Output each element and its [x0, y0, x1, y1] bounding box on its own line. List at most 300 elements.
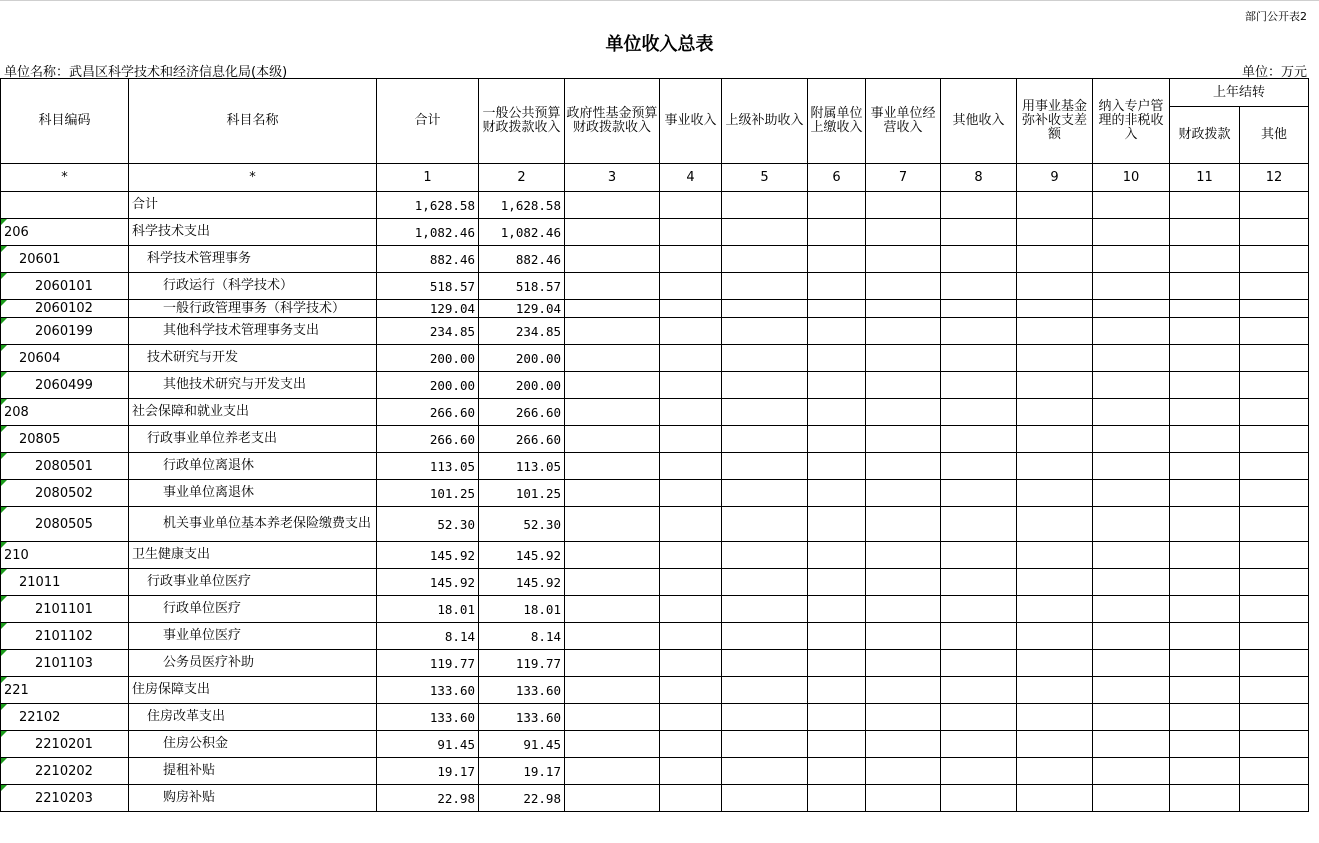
general-budget-cell: [479, 372, 565, 399]
cell-note-marker: [1, 345, 7, 351]
index-cell: *: [1, 164, 129, 192]
general-budget-cell: [479, 453, 565, 480]
col-header-general-budget: 一般公共预算财政拨款收入: [479, 79, 565, 164]
empty-cell: [866, 704, 941, 731]
empty-cell: [1017, 426, 1093, 453]
empty-cell: [722, 318, 808, 345]
empty-cell: [1170, 480, 1240, 507]
empty-cell: [808, 704, 866, 731]
col-header-fund-offset: 用事业基金弥补收支差额: [1017, 79, 1093, 164]
total-cell: [377, 623, 479, 650]
table-row: [1, 677, 1309, 704]
empty-cell: [941, 785, 1017, 812]
empty-cell: [1093, 426, 1170, 453]
name-cell: [129, 273, 377, 300]
general-budget-cell: [479, 650, 565, 677]
empty-cell: [565, 758, 660, 785]
total-cell-text: 101.25: [429, 485, 475, 501]
cell-note-marker: [1, 731, 7, 737]
col-header-carryover-other: 其他: [1240, 107, 1309, 164]
total-cell-text: 91.45: [437, 736, 475, 752]
general-budget-cell-text: 200.00: [515, 377, 561, 393]
total-cell: [377, 507, 479, 542]
empty-cell: [565, 246, 660, 273]
index-cell: 8: [941, 164, 1017, 192]
empty-cell: [1093, 758, 1170, 785]
empty-cell: [660, 192, 722, 219]
code-cell-text: 2080502: [35, 485, 93, 501]
empty-cell: [565, 596, 660, 623]
index-cell: 2: [479, 164, 565, 192]
empty-cell: [1017, 453, 1093, 480]
code-cell-text: 2060102: [35, 301, 93, 316]
general-budget-cell-text: 19.17: [523, 763, 561, 779]
empty-cell: [866, 453, 941, 480]
empty-cell: [1093, 650, 1170, 677]
name-cell-text: 合计: [132, 197, 159, 212]
name-cell-text: 科学技术管理事务: [147, 251, 252, 266]
empty-cell: [808, 650, 866, 677]
general-budget-cell: [479, 507, 565, 542]
total-cell: [377, 273, 479, 300]
general-budget-cell-text: 91.45: [523, 736, 561, 752]
empty-cell: [1017, 192, 1093, 219]
empty-cell: [1170, 785, 1240, 812]
name-cell-text: 住房保障支出: [132, 682, 211, 697]
name-cell-text: 卫生健康支出: [132, 547, 211, 562]
table-row: [1, 480, 1309, 507]
table-row: [1, 650, 1309, 677]
empty-cell: [866, 192, 941, 219]
empty-cell: [660, 758, 722, 785]
empty-cell: [808, 372, 866, 399]
empty-cell: [808, 246, 866, 273]
code-cell-text: 221: [4, 682, 29, 698]
empty-cell: [1170, 542, 1240, 569]
index-cell: *: [129, 164, 377, 192]
empty-cell: [1240, 372, 1309, 399]
code-cell: [1, 758, 129, 785]
general-budget-cell: [479, 426, 565, 453]
total-cell: [377, 192, 479, 219]
empty-cell: [1170, 623, 1240, 650]
total-cell: [377, 677, 479, 704]
code-cell: [1, 219, 129, 246]
general-budget-cell: [479, 623, 565, 650]
empty-cell: [1240, 596, 1309, 623]
index-cell: 3: [565, 164, 660, 192]
empty-cell: [565, 480, 660, 507]
total-cell-text: 234.85: [429, 323, 475, 339]
name-cell-text: 科学技术支出: [132, 224, 211, 239]
empty-cell: [1240, 758, 1309, 785]
total-cell-text: 882.46: [429, 251, 475, 267]
empty-cell: [866, 426, 941, 453]
code-cell: [1, 480, 129, 507]
empty-cell: [808, 453, 866, 480]
total-cell-text: 129.04: [429, 301, 475, 316]
unit-of-measure-label: 单位：万元: [1241, 65, 1307, 80]
cell-note-marker: [1, 399, 7, 405]
code-cell-text: 206: [4, 224, 29, 240]
table-row: [1, 246, 1309, 273]
empty-cell: [866, 480, 941, 507]
empty-cell: [1093, 318, 1170, 345]
empty-cell: [565, 219, 660, 246]
index-cell: 5: [722, 164, 808, 192]
cell-note-marker: [1, 300, 7, 306]
name-cell-text: 行政单位离退休: [163, 458, 255, 473]
table-row: [1, 569, 1309, 596]
empty-cell: [866, 650, 941, 677]
code-cell: [1, 704, 129, 731]
index-row: [1, 164, 1309, 192]
general-budget-cell-text: 234.85: [515, 323, 561, 339]
empty-cell: [941, 318, 1017, 345]
empty-cell: [660, 246, 722, 273]
col-header-business: 事业收入: [660, 79, 722, 164]
empty-cell: [660, 453, 722, 480]
col-header-carryover-fiscal: 财政拨款: [1170, 107, 1240, 164]
empty-cell: [866, 623, 941, 650]
empty-cell: [941, 372, 1017, 399]
code-cell: [1, 300, 129, 318]
code-cell-text: 208: [4, 404, 29, 420]
name-cell: [129, 399, 377, 426]
empty-cell: [1093, 453, 1170, 480]
name-cell-text: 社会保障和就业支出: [132, 404, 250, 419]
empty-cell: [808, 623, 866, 650]
general-budget-cell-text: 113.05: [515, 458, 561, 474]
col-header-gov-fund: 政府性基金预算财政拨款收入: [565, 79, 660, 164]
empty-cell: [1017, 399, 1093, 426]
empty-cell: [1017, 480, 1093, 507]
name-cell: [129, 192, 377, 219]
name-cell-text: 技术研究与开发: [147, 350, 239, 365]
index-cell: 12: [1240, 164, 1309, 192]
empty-cell: [1093, 677, 1170, 704]
total-cell: [377, 596, 479, 623]
empty-cell: [1093, 542, 1170, 569]
empty-cell: [565, 300, 660, 318]
empty-cell: [866, 273, 941, 300]
empty-cell: [1240, 453, 1309, 480]
table-header: [1, 79, 1309, 192]
general-budget-cell: [479, 300, 565, 318]
general-budget-cell-text: 133.60: [515, 682, 561, 698]
general-budget-cell: [479, 704, 565, 731]
name-cell-text: 行政单位医疗: [163, 601, 242, 616]
total-cell-text: 145.92: [429, 574, 475, 590]
empty-cell: [660, 569, 722, 596]
general-budget-cell-text: 145.92: [515, 547, 561, 563]
empty-cell: [941, 273, 1017, 300]
income-summary-table: [0, 78, 1309, 812]
empty-cell: [722, 507, 808, 542]
total-cell-text: 518.57: [429, 278, 475, 294]
name-cell: [129, 677, 377, 704]
table-row: [1, 758, 1309, 785]
empty-cell: [565, 345, 660, 372]
total-cell-text: 266.60: [429, 404, 475, 420]
general-budget-cell-text: 133.60: [515, 709, 561, 725]
empty-cell: [1170, 345, 1240, 372]
empty-cell: [866, 785, 941, 812]
name-cell: [129, 785, 377, 812]
form-number: 部门公开表2: [1245, 10, 1307, 23]
empty-cell: [941, 345, 1017, 372]
empty-cell: [1017, 219, 1093, 246]
empty-cell: [565, 623, 660, 650]
empty-cell: [1170, 246, 1240, 273]
cell-note-marker: [1, 542, 7, 548]
empty-cell: [660, 704, 722, 731]
empty-cell: [1240, 345, 1309, 372]
total-cell-text: 22.98: [437, 790, 475, 806]
empty-cell: [565, 507, 660, 542]
total-cell: [377, 704, 479, 731]
total-cell-text: 133.60: [429, 709, 475, 725]
empty-cell: [722, 246, 808, 273]
total-cell: [377, 372, 479, 399]
general-budget-cell-text: 266.60: [515, 404, 561, 420]
empty-cell: [941, 246, 1017, 273]
empty-cell: [722, 480, 808, 507]
total-cell: [377, 219, 479, 246]
total-cell-text: 113.05: [429, 458, 475, 474]
empty-cell: [808, 542, 866, 569]
empty-cell: [722, 623, 808, 650]
general-budget-cell-text: 101.25: [515, 485, 561, 501]
table-row: [1, 345, 1309, 372]
code-cell: [1, 399, 129, 426]
empty-cell: [722, 758, 808, 785]
cell-note-marker: [1, 758, 7, 764]
table-row: [1, 273, 1309, 300]
table-body: [1, 192, 1309, 812]
total-cell: [377, 318, 479, 345]
empty-cell: [866, 300, 941, 318]
empty-cell: [1170, 372, 1240, 399]
table-row: [1, 785, 1309, 812]
name-cell: [129, 480, 377, 507]
total-cell: [377, 399, 479, 426]
cell-note-marker: [1, 318, 7, 324]
empty-cell: [565, 399, 660, 426]
empty-cell: [941, 704, 1017, 731]
empty-cell: [1240, 704, 1309, 731]
general-budget-cell: [479, 731, 565, 758]
empty-cell: [660, 542, 722, 569]
total-cell-text: 1,082.46: [414, 224, 475, 240]
total-cell: [377, 542, 479, 569]
table-row: [1, 596, 1309, 623]
empty-cell: [1170, 731, 1240, 758]
empty-cell: [808, 507, 866, 542]
empty-cell: [1017, 507, 1093, 542]
empty-cell: [722, 677, 808, 704]
empty-cell: [941, 596, 1017, 623]
name-cell-text: 事业单位离退休: [163, 485, 255, 500]
code-cell: [1, 192, 129, 219]
general-budget-cell-text: 22.98: [523, 790, 561, 806]
code-cell-text: 2101103: [35, 655, 93, 671]
col-header-operating: 事业单位经营收入: [866, 79, 941, 164]
empty-cell: [866, 246, 941, 273]
empty-cell: [660, 426, 722, 453]
empty-cell: [565, 372, 660, 399]
code-cell-text: 2210201: [35, 736, 93, 752]
empty-cell: [722, 399, 808, 426]
empty-cell: [1017, 569, 1093, 596]
cell-note-marker: [1, 372, 7, 378]
empty-cell: [808, 318, 866, 345]
empty-cell: [808, 596, 866, 623]
name-cell-text: 提租补贴: [163, 763, 216, 778]
empty-cell: [941, 453, 1017, 480]
empty-cell: [722, 372, 808, 399]
index-cell: 7: [866, 164, 941, 192]
empty-cell: [1017, 372, 1093, 399]
empty-cell: [565, 650, 660, 677]
name-cell: [129, 219, 377, 246]
empty-cell: [1170, 192, 1240, 219]
name-cell: [129, 453, 377, 480]
name-cell-text: 其他技术研究与开发支出: [163, 377, 307, 392]
empty-cell: [660, 507, 722, 542]
empty-cell: [1093, 623, 1170, 650]
empty-cell: [866, 507, 941, 542]
code-cell: [1, 246, 129, 273]
empty-cell: [722, 650, 808, 677]
general-budget-cell: [479, 273, 565, 300]
general-budget-cell-text: 119.77: [515, 655, 561, 671]
empty-cell: [941, 758, 1017, 785]
total-cell-text: 19.17: [437, 763, 475, 779]
empty-cell: [1093, 345, 1170, 372]
empty-cell: [808, 300, 866, 318]
empty-cell: [722, 345, 808, 372]
code-cell: [1, 677, 129, 704]
total-cell: [377, 480, 479, 507]
empty-cell: [722, 731, 808, 758]
code-cell: [1, 372, 129, 399]
empty-cell: [808, 345, 866, 372]
name-cell: [129, 372, 377, 399]
unit-name-label: 单位名称：武昌区科学技术和经济信息化局(本级): [4, 65, 288, 80]
empty-cell: [565, 542, 660, 569]
empty-cell: [941, 507, 1017, 542]
general-budget-cell: [479, 345, 565, 372]
table-row: [1, 300, 1309, 318]
empty-cell: [1017, 300, 1093, 318]
empty-cell: [866, 372, 941, 399]
code-cell-text: 20805: [19, 431, 61, 447]
code-cell: [1, 731, 129, 758]
empty-cell: [808, 785, 866, 812]
name-cell: [129, 426, 377, 453]
empty-cell: [660, 273, 722, 300]
empty-cell: [1240, 246, 1309, 273]
total-cell-text: 8.14: [444, 628, 475, 644]
name-cell: [129, 731, 377, 758]
cell-note-marker: [1, 426, 7, 432]
name-cell-text: 购房补贴: [163, 790, 216, 805]
total-cell-text: 18.01: [437, 601, 475, 617]
col-header-other-income: 其他收入: [941, 79, 1017, 164]
empty-cell: [722, 219, 808, 246]
table-row: [1, 704, 1309, 731]
table-row: [1, 453, 1309, 480]
empty-cell: [1170, 426, 1240, 453]
code-cell: [1, 318, 129, 345]
general-budget-cell-text: 200.00: [515, 350, 561, 366]
name-cell: [129, 542, 377, 569]
cell-note-marker: [1, 246, 7, 252]
general-budget-cell: [479, 785, 565, 812]
name-cell: [129, 345, 377, 372]
cell-note-marker: [1, 650, 7, 656]
code-cell-text: 2080505: [35, 516, 93, 532]
empty-cell: [660, 372, 722, 399]
total-cell-text: 266.60: [429, 431, 475, 447]
empty-cell: [941, 623, 1017, 650]
empty-cell: [1240, 273, 1309, 300]
table-row: [1, 399, 1309, 426]
index-cell: 10: [1093, 164, 1170, 192]
empty-cell: [722, 426, 808, 453]
empty-cell: [1240, 480, 1309, 507]
code-cell-text: 2210202: [35, 763, 93, 779]
table-row: [1, 731, 1309, 758]
code-cell-text: 210: [4, 547, 29, 563]
table-row: [1, 372, 1309, 399]
empty-cell: [1017, 731, 1093, 758]
col-header-subordinate-payment: 附属单位上缴收入: [808, 79, 866, 164]
empty-cell: [565, 785, 660, 812]
empty-cell: [1240, 426, 1309, 453]
empty-cell: [1093, 704, 1170, 731]
empty-cell: [660, 300, 722, 318]
empty-cell: [565, 731, 660, 758]
empty-cell: [1170, 318, 1240, 345]
empty-cell: [1093, 372, 1170, 399]
empty-cell: [941, 731, 1017, 758]
empty-cell: [1093, 507, 1170, 542]
empty-cell: [660, 318, 722, 345]
empty-cell: [565, 569, 660, 596]
code-cell: [1, 507, 129, 542]
col-header-special-nontax: 纳入专户管理的非税收入: [1093, 79, 1170, 164]
empty-cell: [941, 426, 1017, 453]
empty-cell: [565, 426, 660, 453]
general-budget-cell-text: 266.60: [515, 431, 561, 447]
empty-cell: [941, 677, 1017, 704]
table-row: [1, 426, 1309, 453]
empty-cell: [1240, 507, 1309, 542]
empty-cell: [941, 480, 1017, 507]
empty-cell: [1240, 542, 1309, 569]
general-budget-cell: [479, 192, 565, 219]
name-cell: [129, 507, 377, 542]
page-title: 单位收入总表: [605, 34, 714, 55]
total-cell-text: 145.92: [429, 547, 475, 563]
empty-cell: [565, 192, 660, 219]
empty-cell: [866, 399, 941, 426]
empty-cell: [866, 345, 941, 372]
empty-cell: [1170, 453, 1240, 480]
empty-cell: [866, 219, 941, 246]
